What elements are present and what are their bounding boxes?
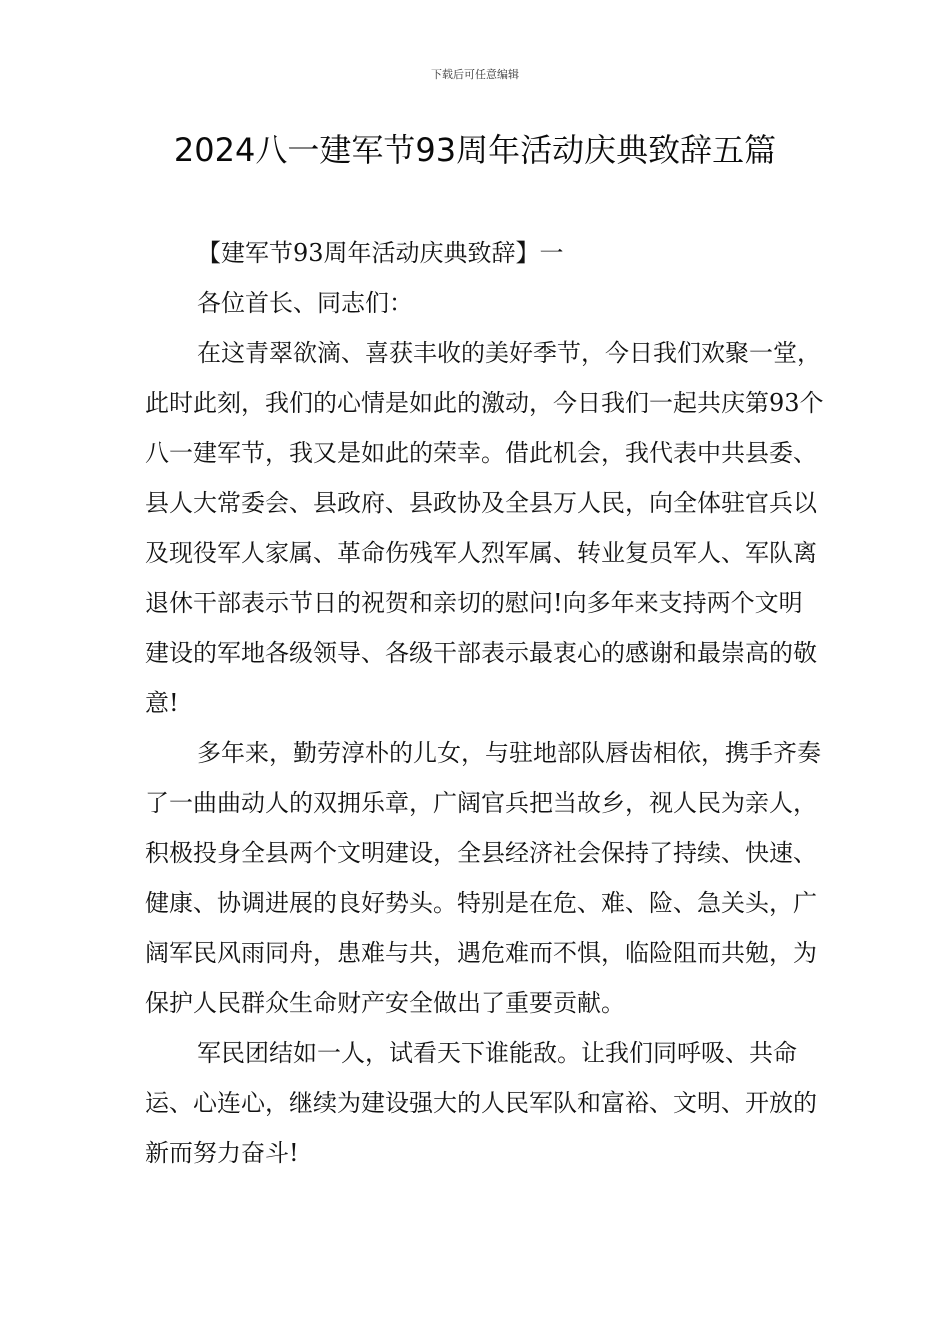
header-note: 下载后可任意编辑 [431,68,519,81]
section-heading: 【建军节93周年活动庆典致辞】一 [197,239,564,267]
document-body [145,228,825,1178]
paragraph: 多年来，勤劳淳朴的儿女，与驻地部队唇齿相依，携手齐奏了一曲曲动人的双拥乐章，广阔官兵把当故乡，视人民为亲人，积极投身全县两个文明建设，全县经济社会保持了持续、快速、健康、协调进展的良好势头。特别是在危、难、险、急关头，广阔军民风雨同舟，患难与共，遇危难而不惧，临险阻而共勉，为保护人民群众生命财产安全做出了重要贡献。 [145,739,821,1017]
paragraph: 军民团结如一人，试看天下谁能敌。让我们同呼吸、共命运、心连心，继续为建设强大的人民军队和富裕、文明、开放的新而努力奋斗! [145,1039,817,1167]
salutation: 各位首长、同志们： [197,289,413,317]
page-title: 2024八一建军节93周年活动庆典致辞五篇 [173,131,777,169]
paragraph: 在这青翠欲滴、喜获丰收的美好季节，今日我们欢聚一堂，此时此刻，我们的心情是如此的激动，今日我们一起共庆第93个八一建军节，我又是如此的荣幸。借此机会，我代表中共县委、县人大常委会、县政府、县政协及全县万人民，向全体驻官兵以及现役军人家属、革命伤残军人烈军属、转业复员军人、军队离退休干部表示节日的祝贺和亲切的慰问!向多年来支持两个文明建设的军地各级领导、各级干部表示最衷心的感谢和最崇高的敬意! [145,339,824,717]
